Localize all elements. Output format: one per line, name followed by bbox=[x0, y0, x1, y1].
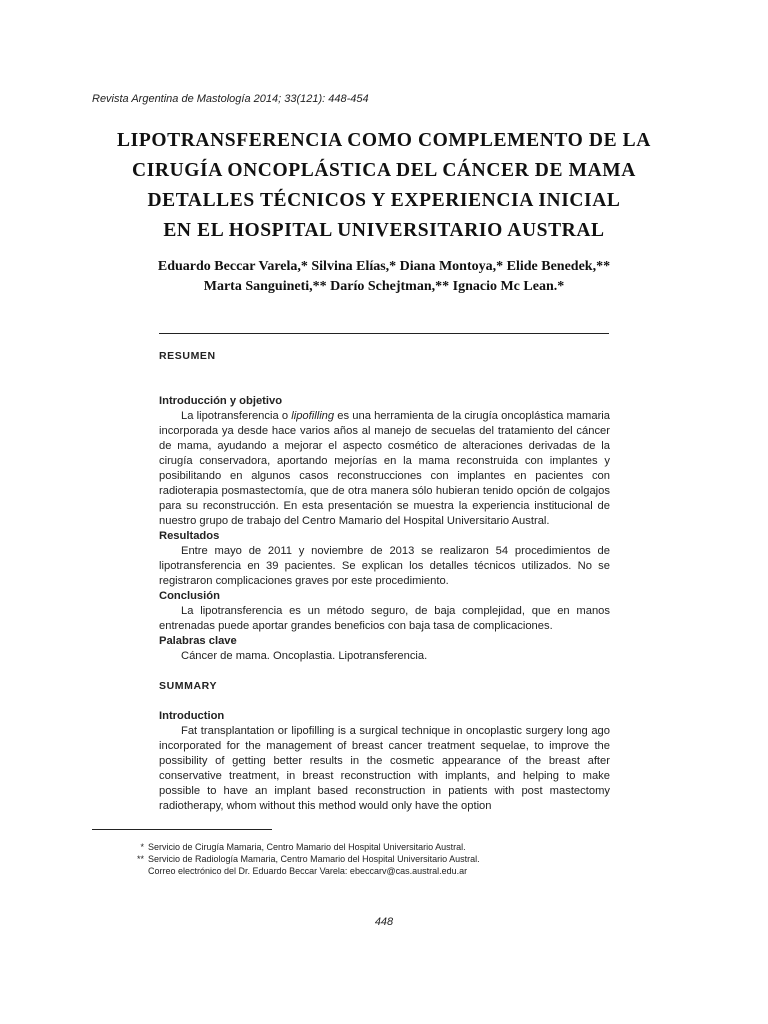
resumen-intro-heading: Introducción y objetivo bbox=[159, 395, 283, 407]
footnote-mark: ** bbox=[136, 854, 144, 864]
footnote bbox=[122, 841, 480, 853]
resumen-heading: RESUMEN bbox=[159, 350, 216, 362]
resumen-results-heading: Resultados bbox=[159, 530, 220, 542]
summary-intro-heading: Introduction bbox=[159, 710, 225, 722]
page-number: 448 bbox=[374, 916, 394, 928]
footnote-email: Correo electrónico del Dr. Eduardo Beccar Varela: ebeccarv@cas.austral.edu.ar bbox=[148, 866, 468, 876]
header-divider bbox=[159, 333, 609, 334]
abstract-body bbox=[159, 349, 610, 814]
title-line: CIRUGÍA ONCOPLÁSTICA DEL CÁNCER DE MAMA bbox=[132, 160, 636, 181]
article-title bbox=[60, 126, 708, 246]
footnote-divider bbox=[92, 829, 272, 830]
title-line: DETALLES TÉCNICOS Y EXPERIENCIA INICIAL bbox=[147, 190, 621, 211]
footnote-mark bbox=[122, 865, 148, 877]
summary-heading: SUMMARY bbox=[159, 680, 218, 692]
author-list bbox=[60, 257, 708, 297]
journal-reference: Revista Argentina de Mastología 2014; 33(121): 448-454 bbox=[92, 93, 369, 105]
resumen-conclusion-text: La lipotransferencia es un método seguro, de baja complejidad, que en manos entrenadas puede aportar grandes beneficios con baja tasa de complicaciones. bbox=[159, 605, 610, 632]
footnote-text: Servicio de Cirugía Mamaria, Centro Mamario del Hospital Universitario Austral. bbox=[148, 842, 466, 852]
author-line: Marta Sanguineti,** Darío Schejtman,** Ignacio Mc Lean.* bbox=[203, 279, 565, 294]
resumen-intro-text: La lipotransferencia o lipofilling es una herramienta de la cirugía oncoplástica mamaria incorporada ya desde hace varios años al manejo de secuelas del tratamiento del cáncer de mama, ayudando a mejorar el aspecto cosmético de alteraciones derivadas de la cirugía conservadora, aportando mejorías en la mama reconstruida con implantes y posibilitando en algunos casos reconstrucciones con implantes en pacientes con radioterapia posmastectomía, que de otra manera sólo hubieran tenido opción de colgajos para su reconstrucción. En esta presentación se muestra la experiencia institucional de nuestro grupo de trabajo del Centro Mamario del Hospital Universitario Austral. bbox=[159, 410, 610, 527]
footnote-mark: * bbox=[140, 842, 144, 852]
resumen-conclusion-heading: Conclusión bbox=[159, 590, 220, 602]
summary-intro-text: Fat transplantation or lipofilling is a surgical technique in oncoplastic surgery long ago incorporated for the management of breast cancer treatment sequelae, to improve the possibility of getting better results in the cosmetic appearance of the breast after conservative treatment, in breast reconstruction with implants, and helping to make possible to have an implant based reconstruction in patients with post mastectomy radiotherapy, whom without this method would only have the option bbox=[159, 725, 610, 812]
footnotes bbox=[122, 841, 480, 877]
author-line: Eduardo Beccar Varela,* Silvina Elías,* Diana Montoya,* Elide Benedek,** bbox=[157, 259, 611, 274]
footnote-text: Servicio de Radiología Mamaria, Centro Mamario del Hospital Universitario Austral. bbox=[148, 854, 480, 864]
footnote bbox=[122, 865, 480, 877]
resumen-keywords-heading: Palabras clave bbox=[159, 635, 237, 647]
title-line: LIPOTRANSFERENCIA COMO COMPLEMENTO DE LA bbox=[117, 130, 651, 151]
title-line: EN EL HOSPITAL UNIVERSITARIO AUSTRAL bbox=[163, 220, 605, 241]
resumen-results-text: Entre mayo de 2011 y noviembre de 2013 se realizaron 54 procedimientos de lipotransferencia en 39 pacientes. Se explican los detalles técnicos utilizados. No se registraron complicaciones graves por este procedimiento. bbox=[159, 545, 610, 587]
footnote bbox=[122, 853, 480, 865]
resumen-keywords-text: Cáncer de mama. Oncoplastia. Lipotransferencia. bbox=[181, 650, 428, 662]
lipofilling-term: lipofilling bbox=[291, 410, 335, 422]
